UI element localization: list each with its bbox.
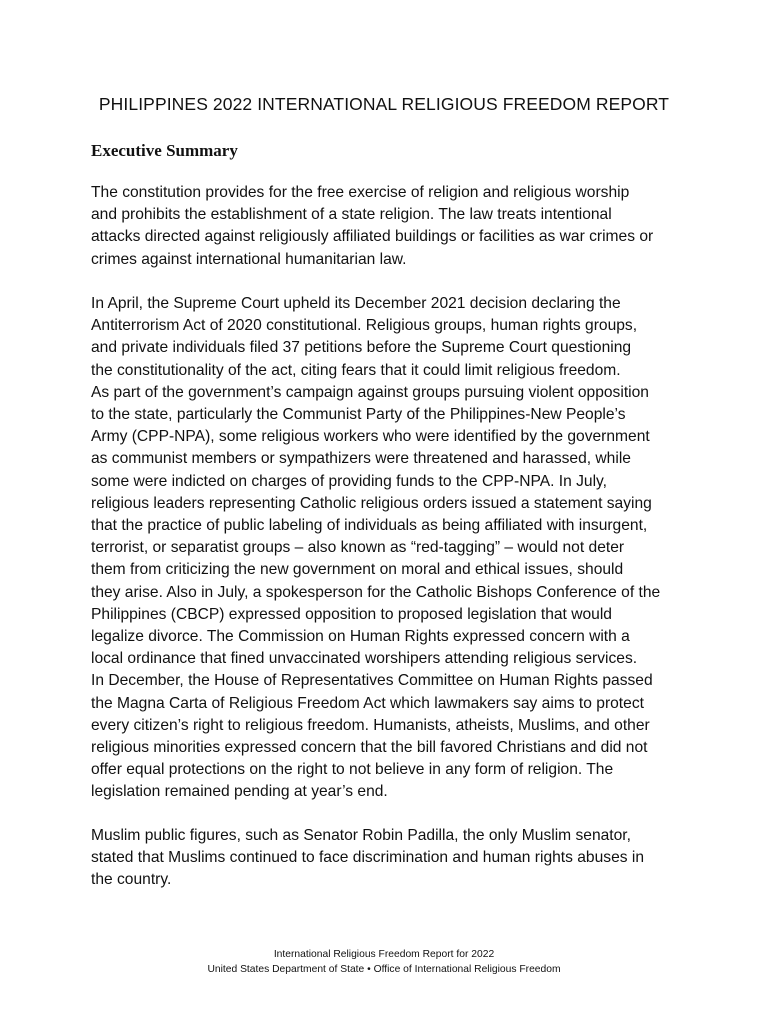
text-line: the country. [91, 871, 172, 889]
text-line: that the practice of public labeling of individuals as being affiliated with insurgent, [91, 517, 648, 535]
text-line: terrorist, or separatist groups – also known as “red-tagging” – would not deter [91, 539, 625, 557]
text-line: local ordinance that fined unvaccinated worshipers attending religious services. [91, 650, 638, 668]
text-line: crimes against international humanitarian law. [91, 250, 407, 268]
text-line: The constitution provides for the free exercise of religion and religious worship [91, 184, 630, 201]
text-line: and prohibits the establishment of a state religion. The law treats intentional [91, 206, 612, 224]
text-line: Muslim public figures, such as Senator Robin Padilla, the only Muslim senator, [91, 827, 631, 844]
paragraph-constitution [91, 182, 691, 271]
text-line: Antiterrorism Act of 2020 constitutional. Religious groups, human rights groups, [91, 317, 638, 335]
page-footer [0, 948, 768, 977]
text-line: as communist members or sympathizers were threatened and harassed, while [91, 450, 631, 468]
text-line: attacks directed against religiously affiliated buildings or facilities as war crimes or [91, 228, 654, 246]
text-line: offer equal protections on the right to not believe in any form of religion. The [91, 761, 614, 779]
text-line: As part of the government’s campaign against groups pursuing violent opposition [91, 383, 649, 401]
text-line: Army (CPP-NPA), some religious workers who were identified by the government [91, 428, 650, 446]
text-line: In April, the Supreme Court upheld its December 2021 decision declaring the [91, 295, 621, 312]
section-heading: Executive Summary [91, 141, 238, 160]
text-line: Philippines (CBCP) expressed opposition to proposed legislation that would [91, 605, 612, 623]
text-line: the Magna Carta of Religious Freedom Act which lawmakers say aims to protect [91, 694, 644, 712]
text-line: religious minorities expressed concern that the bill favored Christians and did not [91, 739, 648, 757]
text-line: them from criticizing the new government on moral and ethical issues, should [91, 561, 624, 579]
report-title: PHILIPPINES 2022 INTERNATIONAL RELIGIOUS FREEDOM REPORT [98, 94, 670, 114]
text-line: religious leaders representing Catholic religious orders issued a statement saying [91, 494, 652, 512]
footer-department: United States Department of State • Office of International Religious Freedom [207, 963, 561, 975]
text-line: some were indicted on charges of providing funds to the CPP-NPA. In July, [91, 472, 608, 490]
paragraph-muslim-figures [91, 825, 691, 892]
text-line: they arise. Also in July, a spokesperson for the Catholic Bishops Conference of the [91, 583, 661, 601]
text-line: legalize divorce. The Commission on Human Rights expressed concern with a [91, 628, 630, 646]
text-line: legislation remained pending at year’s end. [91, 783, 388, 801]
text-line: stated that Muslims continued to face discrimination and human rights abuses in [91, 849, 645, 867]
text-line: to the state, particularly the Communist Party of the Philippines-New People’s [91, 406, 626, 424]
text-line: the constitutionality of the act, citing fears that it could limit religious freedom. [91, 361, 621, 379]
text-line: In December, the House of Representatives Committee on Human Rights passed [91, 672, 653, 690]
text-line: every citizen’s right to religious freedom. Humanists, atheists, Muslims, and other [91, 716, 650, 734]
footer-report-name: International Religious Freedom Report for 2022 [273, 949, 495, 960]
text-line: and private individuals filed 37 petitions before the Supreme Court questioning [91, 339, 632, 357]
paragraph-supreme-court [91, 293, 691, 804]
